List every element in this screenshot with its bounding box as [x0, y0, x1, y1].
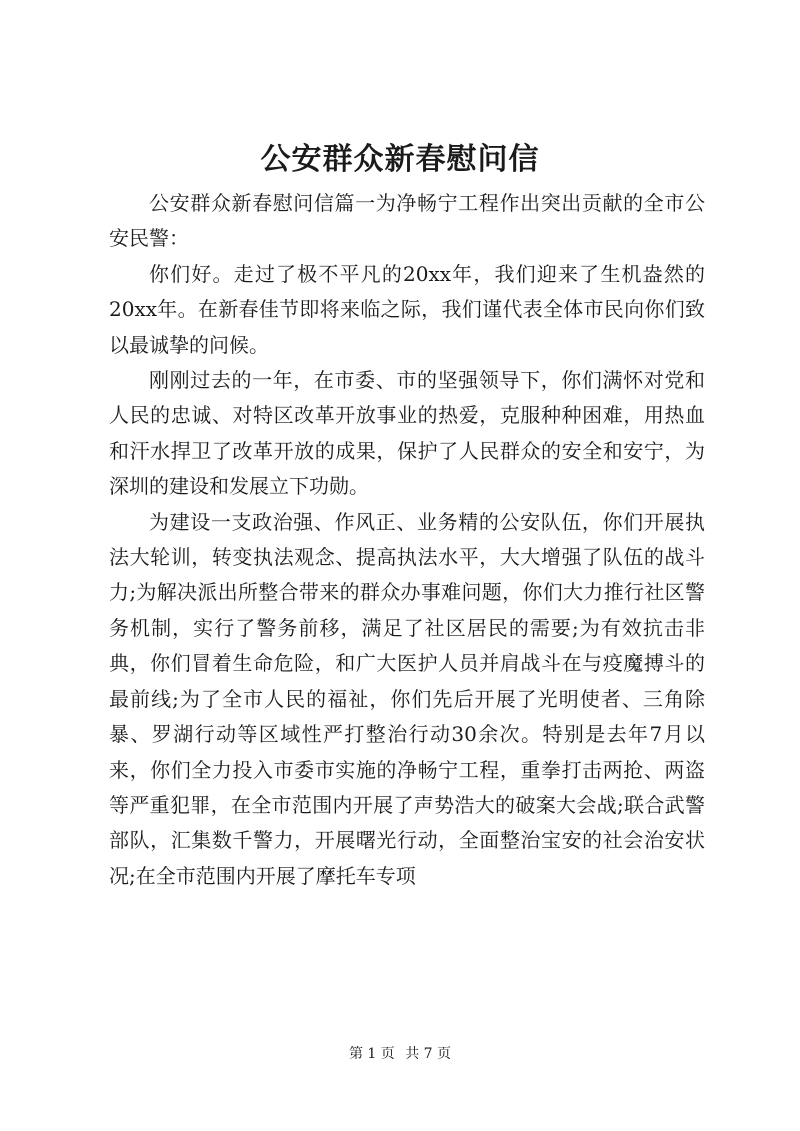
- paragraph: 刚刚过去的一年，在市委、市的坚强领导下，你们满怀对党和人民的忠诚、对特区改革开放事业的热爱，克服种种困难，用热血和汗水捍卫了改革开放的成果，保护了人民群众的安全和安宁，为深圳的建设和发展立下功勋。: [109, 368, 705, 499]
- paragraph: 公安群众新春慰问信篇一为净畅宁工程作出突出贡献的全市公安民警：: [109, 191, 705, 251]
- paragraph: 你们好。走过了极不平凡的20xx年，我们迎来了生机盎然的20xx年。在新春佳节即将来临之际，我们谨代表全体市民向你们致以最诚挚的问候。: [109, 261, 705, 357]
- paragraph: 为建设一支政治强、作风正、业务精的公安队伍，你们开展执法大轮训，转变执法观念、提高执法水平，大大增强了队伍的战斗力;为解决派出所整合带来的群众办事难问题，你们大力推行社区警务机制，实行了警务前移，满足了社区居民的需要;为有效抗击非典，你们冒着生命危险，和广大医护人员并肩战斗在与疫魔搏斗的最前线;为了全市人民的福祉，你们先后开展了光明使者、三角除暴、罗湖行动等区域性严打整治行动30余次。特别是去年7月以来，你们全力投入市委市实施的净畅宁工程，重拳打击两抢、两盗等严重犯罪，在全市范围内开展了声势浩大的破案大会战;联合武警部队，汇集数千警力，开展曙光行动，全面整治宝安的社会治安状况;在全市范围内开展了摩托车专项: [109, 509, 705, 888]
- page-footer: [0, 1044, 800, 1064]
- page-total: 共 7 页: [405, 1046, 452, 1062]
- document-title: 公安群众新春慰问信: [260, 142, 540, 177]
- document-body: [109, 186, 705, 894]
- page-number: 第 1 页: [348, 1046, 395, 1062]
